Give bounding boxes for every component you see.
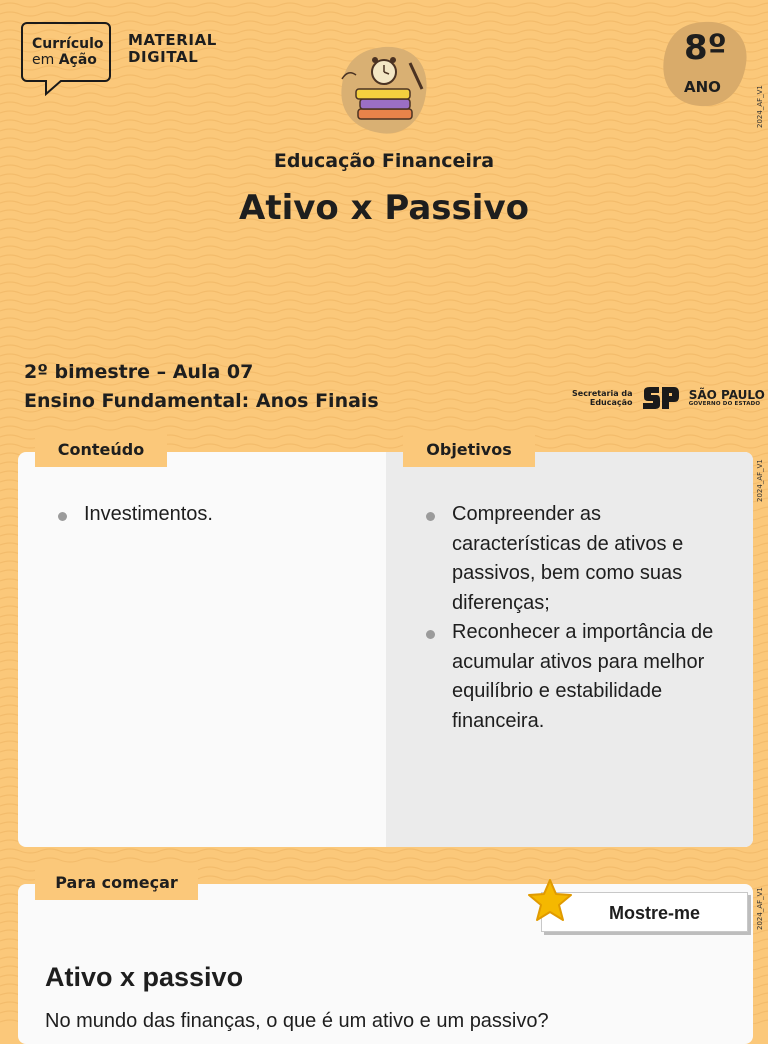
content-item: Investimentos. — [54, 500, 354, 530]
logo-line-2: em Ação — [32, 52, 97, 68]
state-name-block — [689, 389, 765, 407]
side-code-middle: 2024_AF_V1 — [756, 459, 764, 502]
books-clock-illustration — [338, 45, 430, 137]
objective-item: Reconhecer a importância de acumular ativos para melhor equilíbrio e estabilidade financeira. — [422, 618, 722, 736]
tab-conteudo: Conteúdo — [35, 433, 167, 467]
subject-title: Educação Financeira — [273, 150, 495, 172]
curriculo-em-acao-logo — [21, 22, 111, 82]
mostre-me-button[interactable]: Mostre-me — [541, 892, 748, 932]
sp-mark-icon — [642, 387, 680, 409]
lesson-level: Ensino Fundamental: Anos Finais — [24, 390, 379, 412]
lesson-title: Ativo x Passivo — [239, 188, 529, 228]
objectives-list — [422, 500, 722, 736]
grade-label: ANO — [684, 78, 721, 96]
sao-paulo-government-logo — [572, 387, 765, 409]
section-text: No mundo das finanças, o que é um ativo e um passivo? — [45, 1010, 549, 1032]
material-digital-label — [128, 32, 217, 66]
content-list — [54, 500, 354, 530]
section-heading: Ativo x passivo — [45, 962, 244, 992]
logo-speech-tail-icon — [44, 80, 64, 96]
tab-para-comecar: Para começar — [35, 866, 198, 900]
lesson-period: 2º bimestre – Aula 07 — [24, 361, 254, 383]
state-sub: GOVERNO DO ESTADO — [688, 401, 761, 407]
logo-line-1: Currículo — [32, 36, 104, 52]
side-code-top: 2024_AF_V1 — [756, 85, 764, 128]
state-name: SÃO PAULO — [688, 388, 765, 402]
content-objectives-card — [18, 452, 753, 847]
star-icon — [526, 877, 574, 925]
secretaria-label: Secretaria da Educação — [572, 389, 633, 407]
side-code-bottom: 2024_AF_V1 — [756, 887, 764, 930]
tab-objetivos: Objetivos — [403, 433, 535, 467]
lesson-meta — [24, 358, 379, 416]
grade-number: 8º — [684, 28, 727, 68]
objective-item: Compreender as características de ativos e passivos, bem como suas diferenças; — [422, 500, 722, 618]
material-line-2: DIGITAL — [128, 48, 199, 66]
material-line-1: MATERIAL — [128, 31, 217, 49]
